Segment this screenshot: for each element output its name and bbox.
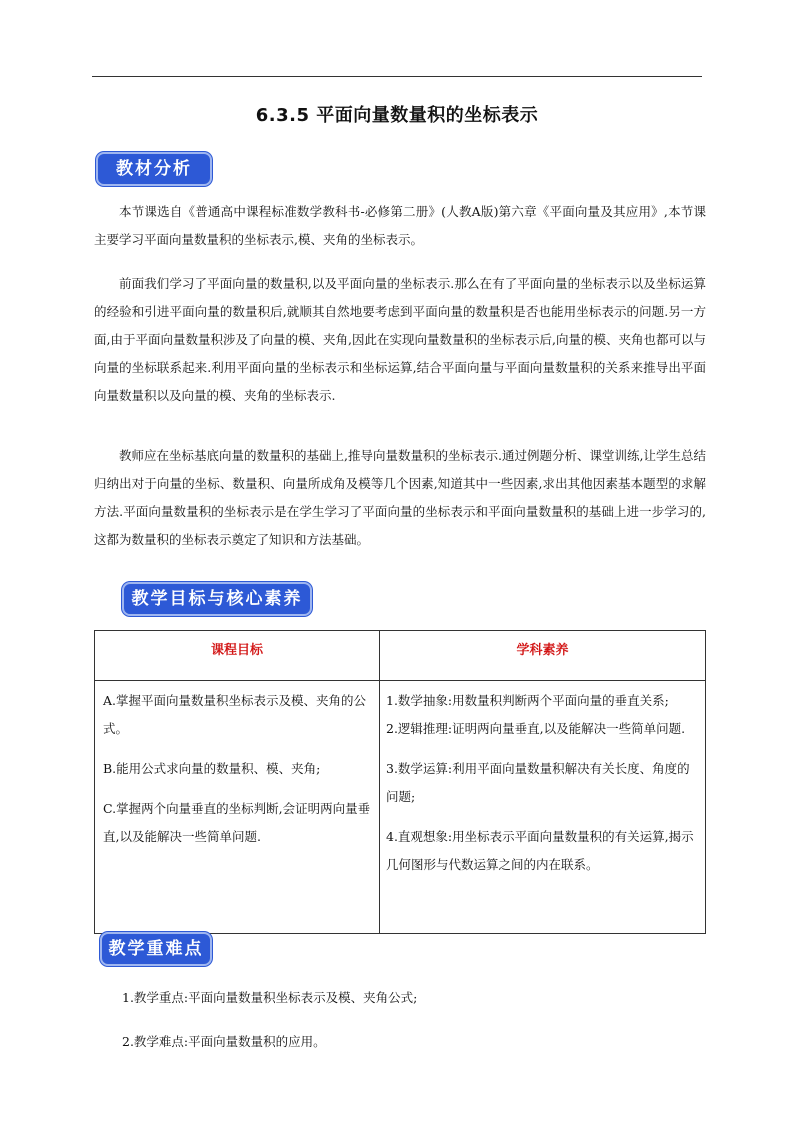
table-header-literacy: 学科素养 <box>380 631 706 681</box>
goal-item: A.掌握平面向量数量积坐标表示及模、夹角的公式。 <box>103 693 367 736</box>
section-badge-analysis: 教材分析 <box>96 152 212 186</box>
key-point-item: 1.教学重点:平面向量数量积坐标表示及模、夹角公式; <box>122 990 418 1005</box>
analysis-paragraph: 本节课选自《普通高中课程标准数学教科书-必修第二册》(人教A版)第六章《平面向量及其应用》,本节课主要学习平面向量数量积的坐标表示,模、夹角的坐标表示。 <box>94 204 706 247</box>
page-title: 6.3.5 平面向量数量积的坐标表示 <box>255 105 539 126</box>
goal-item: C.掌握两个向量垂直的坐标判断,会证明两向量垂直,以及能解决一些简单问题. <box>103 801 371 844</box>
literacy-cell <box>380 681 706 934</box>
analysis-paragraph: 前面我们学习了平面向量的数量积,以及平面向量的坐标表示.那么在有了平面向量的坐标表示以及坐标运算的经验和引进平面向量的数量积后,就顺其自然地要考虑到平面向量的数量积是否也能用坐标表示的问题.另一方面,由于平面向量数量积涉及了向量的模、夹角,因此在实现向量数量积的坐标表示后,向量的模、夹角也都可以与向量的坐标联系起来.利用平面向量的坐标表示和坐标运算,结合平面向量与平面向量数量积的关系来推导出平面向量数量积以及向量的模、夹角的坐标表示. <box>94 276 706 403</box>
literacy-item: 1.数学抽象:用数量积判断两个平面向量的垂直关系; <box>386 693 669 708</box>
section-badge-keypoints: 教学重难点 <box>100 932 212 966</box>
course-goals-cell <box>95 681 380 934</box>
key-point-item: 2.教学难点:平面向量数量积的应用。 <box>122 1034 326 1049</box>
top-rule <box>92 76 702 77</box>
literacy-item: 3.数学运算:利用平面向量数量积解决有关长度、角度的问题; <box>386 761 690 804</box>
analysis-paragraph: 教师应在坐标基底向量的数量积的基础上,推导向量数量积的坐标表示.通过例题分析、课堂训练,让学生总结归纳出对于向量的坐标、数量积、向量所成角及模等几个因素,知道其中一些因素,求出其他因素基本题型的求解方法.平面向量数量积的坐标表示是在学生学习了平面向量的坐标表示和平面向量数量积的基础上进一步学习的,这都为数量积的坐标表示奠定了知识和方法基础。 <box>94 448 706 547</box>
section-badge-goals: 教学目标与核心素养 <box>122 582 312 616</box>
goals-table <box>94 630 706 934</box>
table-header-course-goals: 课程目标 <box>95 631 380 681</box>
literacy-item: 2.逻辑推理:证明两向量垂直,以及能解决一些简单问题. <box>386 721 686 736</box>
literacy-item: 4.直观想象:用坐标表示平面向量数量积的有关运算,揭示几何图形与代数运算之间的内在联系。 <box>386 829 694 872</box>
goal-item: B.能用公式求向量的数量积、模、夹角; <box>103 761 321 776</box>
